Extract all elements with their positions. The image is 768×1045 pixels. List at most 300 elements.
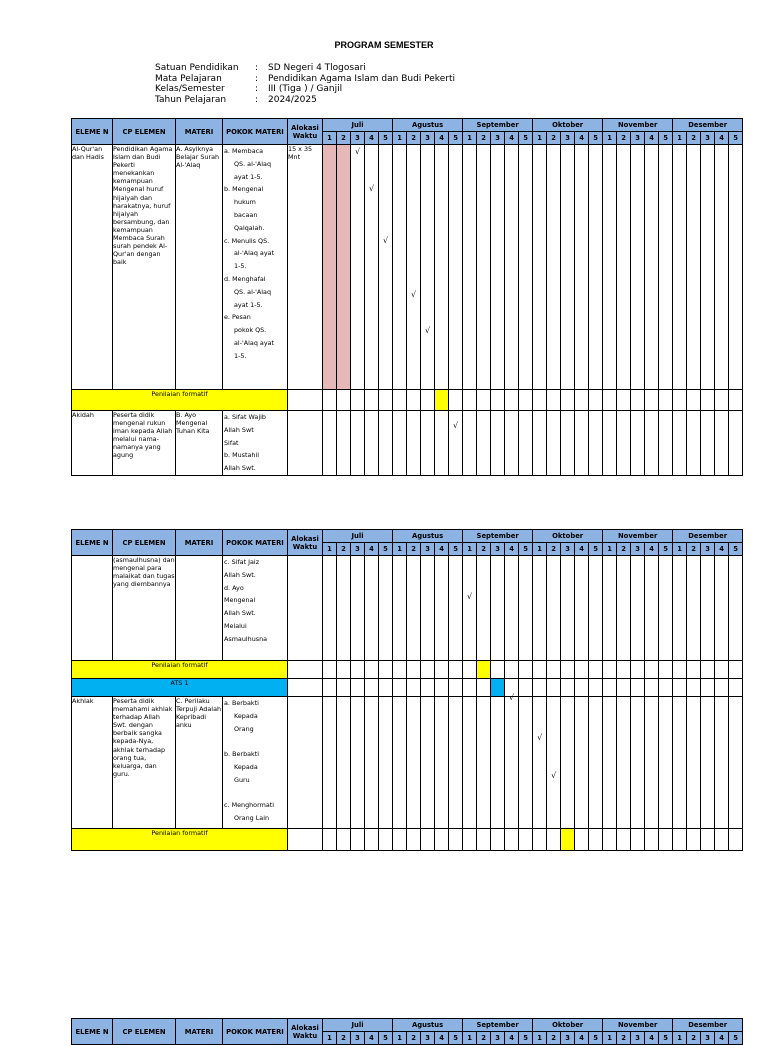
- pokok-item: Kepada: [234, 711, 258, 720]
- header-week: 3: [351, 543, 365, 556]
- week-cell: [701, 411, 715, 476]
- week-cell: [421, 829, 435, 851]
- header-alokasi-waktu: Alokasi Waktu: [288, 119, 323, 145]
- header-week: 3: [631, 132, 645, 145]
- week-cell: [659, 829, 673, 851]
- week-cell: [505, 411, 519, 476]
- header-pokok-materi: POKOK MATERI: [223, 119, 288, 145]
- header-week: 1: [673, 543, 687, 556]
- pokok-item: a. Membaca: [224, 147, 264, 155]
- week-cell: [617, 697, 631, 829]
- week-cell: [673, 697, 687, 829]
- week-cell: [603, 829, 617, 851]
- week-cell: [561, 390, 575, 411]
- week-cell: [687, 145, 701, 390]
- week-cell: [533, 829, 547, 851]
- header-week: 4: [365, 132, 379, 145]
- week-cell: [323, 679, 337, 697]
- week-cell: [435, 679, 449, 697]
- week-cell: [435, 697, 449, 829]
- week-cell: [477, 390, 491, 411]
- header-week: 4: [365, 1032, 379, 1045]
- header-week: 2: [547, 132, 561, 145]
- header-week: 3: [421, 132, 435, 145]
- header-week: 1: [603, 1032, 617, 1045]
- week-cell: [659, 145, 673, 390]
- alokasi-cell: [288, 697, 323, 829]
- week-cell: [393, 661, 407, 679]
- week-cell: [519, 145, 533, 390]
- week-cell: [407, 661, 421, 679]
- week-cell: [715, 661, 729, 679]
- header-month: Juli: [323, 119, 393, 132]
- header-week: 5: [589, 543, 603, 556]
- week-cell: [435, 829, 449, 851]
- week-cell: [449, 411, 463, 476]
- week-cell: [323, 145, 337, 390]
- header-week: 2: [547, 1032, 561, 1045]
- info-colon: :: [255, 63, 259, 73]
- header-week: 4: [505, 132, 519, 145]
- header-week: 5: [729, 543, 743, 556]
- elemen-cell: Akhlak: [72, 697, 113, 829]
- pokok-item: QS. al-'Alaq: [234, 159, 272, 168]
- header-week: 2: [407, 543, 421, 556]
- week-cell: [477, 829, 491, 851]
- header-week: 1: [323, 1032, 337, 1045]
- week-cell: [575, 556, 589, 661]
- header-elemen: ELEME N: [72, 530, 113, 556]
- week-cell: [505, 145, 519, 390]
- week-cell: [603, 661, 617, 679]
- week-cell: [729, 556, 743, 661]
- pokok-item: Allah Swt.: [224, 570, 256, 579]
- week-cell: [463, 145, 477, 390]
- header-week: 1: [323, 132, 337, 145]
- week-cell: [561, 411, 575, 476]
- header-week: 3: [701, 132, 715, 145]
- week-cell: [561, 556, 575, 661]
- pokok-item: al-'Alaq ayat: [234, 338, 275, 347]
- week-cell: [687, 697, 701, 829]
- header-week: 2: [617, 132, 631, 145]
- week-cell: [477, 556, 491, 661]
- materi-cell: C. Perilaku Terpuji Adalah Kepribadi anku: [176, 697, 223, 829]
- header-week: 2: [407, 132, 421, 145]
- header-week: 4: [645, 132, 659, 145]
- week-cell: [491, 697, 505, 829]
- pokok-materi-cell: [223, 411, 288, 476]
- pokok-item: Orang Lain: [234, 814, 270, 823]
- pokok-item: Asmaulhusna: [224, 634, 268, 643]
- week-cell: [715, 697, 729, 829]
- pokok-item: Guru: [234, 775, 250, 784]
- info-row: [155, 84, 455, 95]
- header-month: Agustus: [393, 119, 463, 132]
- alokasi-cell: [288, 411, 323, 476]
- program-semester-table-2: [71, 529, 743, 851]
- week-cell: [449, 697, 463, 829]
- week-cell: [533, 411, 547, 476]
- header-week: 3: [561, 132, 575, 145]
- checkmark: √: [467, 592, 473, 601]
- week-cell: [393, 697, 407, 829]
- week-cell: [617, 556, 631, 661]
- header-week: 5: [379, 1032, 393, 1045]
- header-week: 1: [393, 543, 407, 556]
- info-row: [155, 74, 455, 85]
- pokok-item: al-'Alaq ayat: [234, 249, 275, 258]
- info-row: [155, 95, 455, 106]
- header-materi: MATERI: [176, 530, 223, 556]
- header-month: Oktober: [533, 530, 603, 543]
- pokok-item: Kepada: [234, 762, 258, 771]
- week-cell: [659, 679, 673, 697]
- week-cell: [337, 145, 351, 390]
- week-cell: [337, 556, 351, 661]
- week-cell: [379, 556, 393, 661]
- week-cell: [589, 390, 603, 411]
- header-week: 1: [533, 1032, 547, 1045]
- header-week: 4: [575, 1032, 589, 1045]
- week-cell: [645, 411, 659, 476]
- pokok-list: [223, 556, 287, 646]
- checkmark: √: [425, 326, 431, 335]
- info-row: [155, 63, 455, 74]
- header-month: Oktober: [533, 1019, 603, 1032]
- week-cell: [561, 829, 575, 851]
- header-week: 4: [365, 543, 379, 556]
- header-week: 4: [575, 132, 589, 145]
- header-week: 4: [645, 543, 659, 556]
- header-elemen: ELEME N: [72, 119, 113, 145]
- week-cell: [421, 390, 435, 411]
- week-cell: [561, 697, 575, 829]
- week-cell: [729, 829, 743, 851]
- header-week: 4: [435, 1032, 449, 1045]
- week-cell: [351, 556, 365, 661]
- header-week: 2: [477, 132, 491, 145]
- week-cell: [491, 390, 505, 411]
- week-cell: [365, 390, 379, 411]
- header-week: 2: [337, 543, 351, 556]
- week-cell: [617, 679, 631, 697]
- week-cell: [645, 661, 659, 679]
- alokasi-cell: [288, 661, 323, 679]
- week-cell: [463, 556, 477, 661]
- pokok-item: b. Mengenal: [224, 185, 264, 194]
- header-week: 2: [337, 1032, 351, 1045]
- week-cell: [589, 661, 603, 679]
- week-cell: [575, 145, 589, 390]
- week-cell: [617, 661, 631, 679]
- week-cell: [351, 145, 365, 390]
- pokok-item: [223, 735, 287, 748]
- header-week: 3: [421, 1032, 435, 1045]
- week-cell: [435, 145, 449, 390]
- header-week: 2: [687, 132, 701, 145]
- document-info: [155, 63, 455, 105]
- week-cell: [505, 390, 519, 411]
- header-week: 5: [589, 1032, 603, 1045]
- header-week: 4: [715, 1032, 729, 1045]
- ats-row: ATS 1: [72, 679, 288, 697]
- week-cell: [337, 697, 351, 829]
- header-week: 3: [631, 1032, 645, 1045]
- week-cell: [365, 145, 379, 390]
- header-week: 5: [519, 1032, 533, 1045]
- cp-elemen-cell: Pendidikan Agama Islam dan Budi Pekerti menekankan kemampuan Mengenal huruf hijaiyah dan harakatnya, huruf hijaiyah bersambung, dan kemampuan Membaca Surah surah pendek Al-Qur'an dengan baik: [113, 145, 176, 390]
- header-week: 1: [323, 543, 337, 556]
- checkmark: √: [354, 147, 361, 156]
- week-cell: [519, 829, 533, 851]
- week-cell: [645, 679, 659, 697]
- header-week: 3: [491, 543, 505, 556]
- week-cell: [407, 697, 421, 829]
- week-cell: [729, 411, 743, 476]
- week-cell: [645, 697, 659, 829]
- alokasi-cell: [288, 390, 323, 411]
- header-week: 5: [659, 543, 673, 556]
- week-cell: [701, 556, 715, 661]
- week-cell: [449, 390, 463, 411]
- week-cell: [491, 679, 505, 697]
- week-cell: [379, 829, 393, 851]
- penilaian-formatif-row: Penilaian formatif: [72, 829, 288, 851]
- week-cell: [393, 145, 407, 390]
- week-cell: [603, 679, 617, 697]
- pokok-item: QS. al-'Alaq: [234, 287, 272, 296]
- header-week: 3: [701, 1032, 715, 1045]
- header-week: 1: [603, 132, 617, 145]
- week-cell: [519, 697, 533, 829]
- week-cell: [631, 411, 645, 476]
- week-cell: [351, 697, 365, 829]
- checkmark: √: [551, 771, 557, 780]
- week-cell: [421, 556, 435, 661]
- pokok-item: d. Ayo: [224, 583, 244, 592]
- week-cell: [533, 679, 547, 697]
- header-week: 1: [533, 543, 547, 556]
- week-cell: [407, 145, 421, 390]
- header-month: Agustus: [393, 1019, 463, 1032]
- week-cell: [589, 556, 603, 661]
- info-value: III (Tiga ) / Ganjil: [268, 84, 343, 94]
- week-cell: [477, 145, 491, 390]
- week-cell: [603, 390, 617, 411]
- week-cell: [477, 411, 491, 476]
- week-cell: [547, 411, 561, 476]
- header-week: 3: [351, 132, 365, 145]
- pokok-item: d. Menghafal: [224, 274, 266, 283]
- header-week: 4: [435, 543, 449, 556]
- week-cell: [379, 390, 393, 411]
- week-cell: [351, 390, 365, 411]
- header-week: 1: [673, 132, 687, 145]
- week-cell: [351, 661, 365, 679]
- info-value: Pendidikan Agama Islam dan Budi Pekerti: [268, 73, 455, 84]
- week-cell: [729, 661, 743, 679]
- header-week: 4: [715, 543, 729, 556]
- week-cell: [575, 661, 589, 679]
- elemen-cell: Al-Qur'an dan Hadis: [72, 145, 113, 390]
- week-cell: [673, 411, 687, 476]
- week-cell: [379, 145, 393, 390]
- week-cell: [337, 661, 351, 679]
- alokasi-cell: [288, 679, 323, 697]
- header-week: 2: [547, 543, 561, 556]
- materi-cell: A. Asyiknya Belajar Surah Al-'Alaq: [176, 145, 223, 390]
- page-title: PROGRAM SEMESTER: [334, 40, 434, 50]
- week-cell: [533, 145, 547, 390]
- info-colon: :: [255, 73, 259, 84]
- week-cell: [323, 556, 337, 661]
- week-cell: [603, 145, 617, 390]
- header-materi: MATERI: [176, 119, 223, 145]
- pokok-item: Qalqalah.: [234, 223, 265, 232]
- header-materi: MATERI: [176, 1019, 223, 1045]
- week-cell: [589, 411, 603, 476]
- week-cell: [477, 679, 491, 697]
- program-semester-table-3: [71, 1018, 743, 1045]
- week-cell: [673, 556, 687, 661]
- header-month: Desember: [673, 1019, 743, 1032]
- week-cell: [673, 390, 687, 411]
- week-cell: [393, 829, 407, 851]
- week-cell: [645, 556, 659, 661]
- week-cell: [365, 661, 379, 679]
- header-month: September: [463, 530, 533, 543]
- header-week: 3: [631, 543, 645, 556]
- pokok-item: Sifat: [224, 438, 239, 447]
- pokok-item: e. Pesan: [224, 313, 251, 322]
- week-cell: [463, 697, 477, 829]
- week-cell: [673, 829, 687, 851]
- header-week: 1: [393, 1032, 407, 1045]
- week-cell: [659, 390, 673, 411]
- header-week: 1: [393, 132, 407, 145]
- week-cell: [393, 556, 407, 661]
- week-cell: [477, 661, 491, 679]
- header-week: 1: [463, 132, 477, 145]
- week-cell: [729, 679, 743, 697]
- week-cell: [715, 145, 729, 390]
- header-week: 5: [589, 132, 603, 145]
- week-cell: [547, 679, 561, 697]
- week-cell: [337, 390, 351, 411]
- week-cell: [463, 390, 477, 411]
- header-month: Juli: [323, 1019, 393, 1032]
- week-cell: [673, 661, 687, 679]
- week-cell: [491, 556, 505, 661]
- week-cell: [351, 679, 365, 697]
- elemen-cell: [72, 556, 113, 661]
- week-cell: [715, 411, 729, 476]
- week-cell: [533, 661, 547, 679]
- week-cell: [435, 661, 449, 679]
- header-week: 5: [379, 543, 393, 556]
- week-cell: [505, 693, 519, 829]
- header-week: 3: [561, 543, 575, 556]
- week-cell: [715, 556, 729, 661]
- week-cell: [617, 390, 631, 411]
- week-cell: [533, 697, 547, 829]
- cp-elemen-cell: Peserta didik memahami akhlak terhadap Allah Swt. dengan berbaik sangka kepada-Nya, akhlak terhadap orang tua, keluarga, dan guru.: [113, 697, 176, 829]
- week-cell: [561, 145, 575, 390]
- week-cell: [687, 661, 701, 679]
- week-cell: [645, 829, 659, 851]
- week-cell: [449, 829, 463, 851]
- week-cell: [603, 411, 617, 476]
- week-cell: [547, 556, 561, 661]
- pokok-item: pokok QS.: [234, 326, 267, 335]
- header-week: 1: [463, 543, 477, 556]
- info-label: Satuan Pendidikan: [155, 63, 239, 73]
- week-cell: [547, 145, 561, 390]
- pokok-item: b. Mustahil: [224, 451, 260, 460]
- pokok-list: [223, 145, 287, 363]
- week-cell: [729, 697, 743, 829]
- week-cell: [687, 411, 701, 476]
- week-cell: [491, 411, 505, 476]
- week-cell: [421, 661, 435, 679]
- week-cell: [659, 556, 673, 661]
- week-cell: [547, 390, 561, 411]
- week-cell: [435, 411, 449, 476]
- info-label: Mata Pelajaran: [155, 73, 222, 84]
- week-cell: [351, 829, 365, 851]
- week-cell: [337, 411, 351, 476]
- week-cell: [393, 679, 407, 697]
- pokok-item: 1-5.: [234, 262, 247, 271]
- week-cell: [547, 661, 561, 679]
- header-week: 2: [337, 132, 351, 145]
- week-cell: [575, 411, 589, 476]
- week-cell: [519, 661, 533, 679]
- header-week: 4: [575, 543, 589, 556]
- week-cell: [659, 411, 673, 476]
- week-cell: [715, 390, 729, 411]
- checkmark: √: [509, 693, 515, 702]
- header-month: September: [463, 1019, 533, 1032]
- header-week: 5: [729, 132, 743, 145]
- cp-elemen-cell: (asmaulhusna) dan mengenal para malaikat dan tugas yang diembannya: [113, 556, 176, 661]
- week-cell: [547, 697, 561, 829]
- week-cell: [519, 556, 533, 661]
- week-cell: [729, 390, 743, 411]
- week-cell: [715, 679, 729, 697]
- week-cell: [379, 411, 393, 476]
- week-cell: [533, 556, 547, 661]
- week-cell: [323, 411, 337, 476]
- pokok-item: ayat 1-5.: [234, 300, 263, 309]
- header-week: 5: [449, 543, 463, 556]
- week-cell: [575, 390, 589, 411]
- header-week: 5: [449, 132, 463, 145]
- week-cell: [687, 679, 701, 697]
- penilaian-formatif-row: Penilaian formatif: [72, 390, 288, 411]
- week-cell: [687, 390, 701, 411]
- week-cell: [631, 556, 645, 661]
- pokok-item: c. Sifat Jaiz: [224, 558, 260, 566]
- week-cell: [575, 697, 589, 829]
- week-cell: [729, 145, 743, 390]
- header-week: 5: [659, 1032, 673, 1045]
- header-week: 4: [505, 543, 519, 556]
- week-cell: [421, 145, 435, 390]
- week-cell: [463, 829, 477, 851]
- pokok-item: Mengenal: [224, 596, 256, 605]
